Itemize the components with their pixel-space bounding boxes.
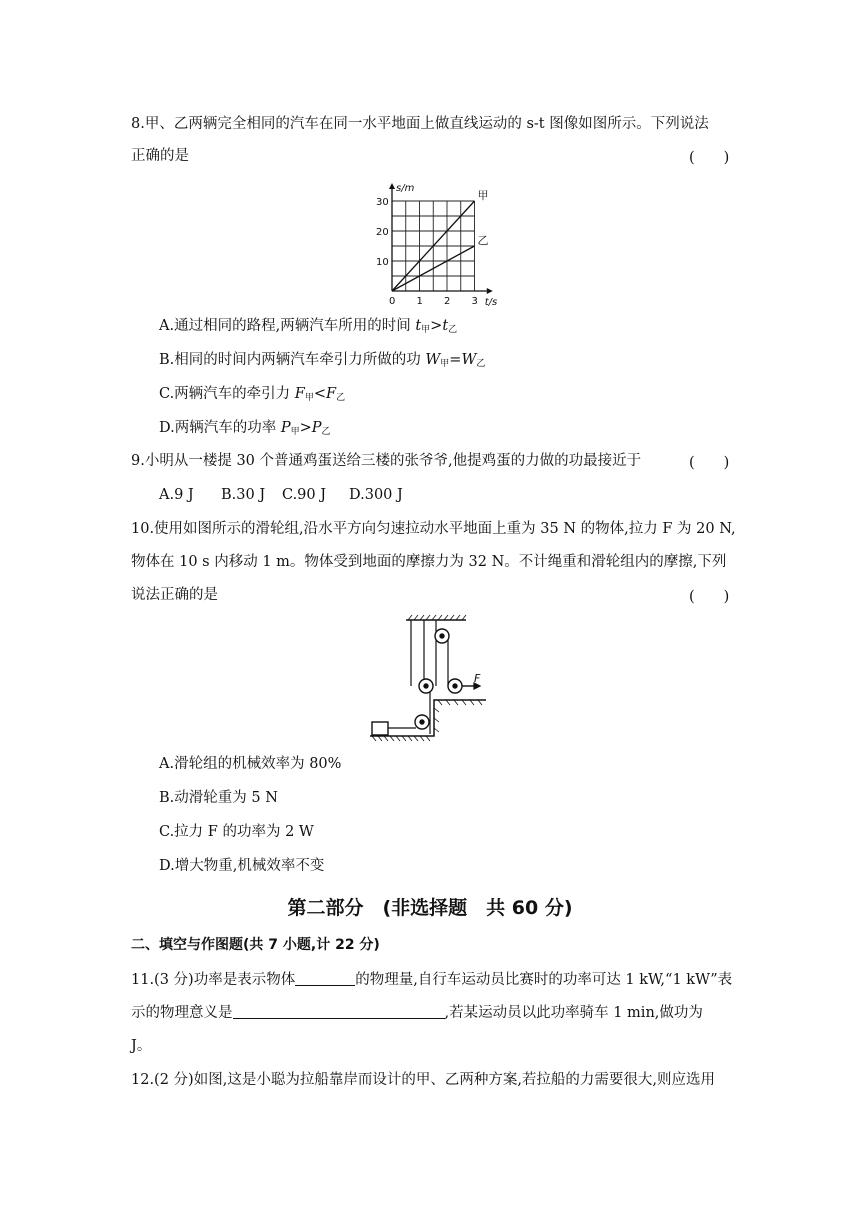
x-tick-label: 2 [444,296,451,307]
force-label: F [474,672,481,685]
y-tick-label: 20 [376,227,389,238]
q8-line1: 8.甲、乙两辆完全相同的汽车在同一水平地面上做直线运动的 s-t 图像如图所示。下列说法 [131,116,709,132]
q9-option-b: B.30 J [221,487,266,503]
q11-blank-1 [295,971,355,986]
x-tick-label: 3 [471,296,478,307]
q10-option-b: B.动滑轮重为 5 N [159,790,278,806]
q12-line1: 12.(2 分)如图,这是小聪为拉船靠岸而设计的甲、乙两种方案,若拉船的力需要很大,则应选用 [131,1072,716,1088]
q8-option-d: D.两辆汽车的功率 $P_甲>P_乙$ [159,420,331,437]
q10-line3: 说法正确的是 [131,587,218,603]
x-axis-label: t/s [484,297,498,308]
q8-option-c: C.两辆汽车的牵引力 $F_甲<F_乙$ [159,386,346,403]
q8-option-a: A.通过相同的路程,两辆汽车所用的时间 $t_甲>t_乙$ [159,318,458,335]
x-tick-label: 1 [416,296,423,307]
q9-option-c: C.90 J [282,487,327,503]
part2-title: 第二部分 (非选择题 共 60 分) [287,897,573,919]
block [372,722,388,735]
st-graph [360,168,520,308]
y-axis-label: s/m [396,183,415,194]
q10-option-a: A.滑轮组的机械效率为 80% [159,756,342,772]
q10-answer-paren: ( ) [689,589,730,605]
q9-option-d: D.300 J [349,487,403,503]
x-axis-arrow [487,288,493,294]
series-label-yi: 乙 [477,234,489,247]
q9-line1: 9.小明从一楼提 30 个普通鸡蛋送给三楼的张爷爷,他提鸡蛋的力做的功最接近于 [131,453,642,469]
q9-answer-paren: ( ) [689,455,730,471]
q9-option-a: A.9 J [159,487,194,503]
q8-answer-paren: ( ) [689,150,730,166]
y-tick-label: 30 [376,197,389,208]
q11-blank-2 [233,1004,445,1019]
q11-line1: 11.(3 分)功率是表示物体 的物理量,自行车运动员比赛时的功率可达 1 kW,“1 kW”表 [131,972,733,988]
pulley-wheels [415,629,462,729]
section-heading: 二、填空与作图题(共 7 小题,计 22 分) [131,937,380,953]
q8-option-b: B.相同的时间内两辆汽车牵引力所做的功 $W_甲=W_乙$ [159,352,486,369]
y-tick-label: 10 [376,257,389,268]
q11-line3: J。 [131,1038,152,1054]
q11-line2: 示的物理意义是 ,若某运动员以此功率骑车 1 min,做功为 [131,1005,703,1021]
q10-option-d: D.增大物重,机械效率不变 [159,858,325,874]
q10-line2: 物体在 10 s 内移动 1 m。物体受到地面的摩擦力为 32 N。不计绳重和滑轮组内的摩擦,下列 [131,554,727,570]
ceiling-support [406,615,466,620]
q10-option-c: C.拉力 F 的功率为 2 W [159,824,314,840]
pulley-figure [366,614,496,744]
x-tick-label: 0 [389,296,396,307]
q8-line2: 正确的是 [131,148,189,164]
series-label-jia: 甲 [477,189,489,202]
q10-line1: 10.使用如图所示的滑轮组,沿水平方向匀速拉动水平地面上重为 35 N 的物体,拉力 F 为 20 N, [131,521,736,537]
y-axis-arrow [389,183,395,189]
